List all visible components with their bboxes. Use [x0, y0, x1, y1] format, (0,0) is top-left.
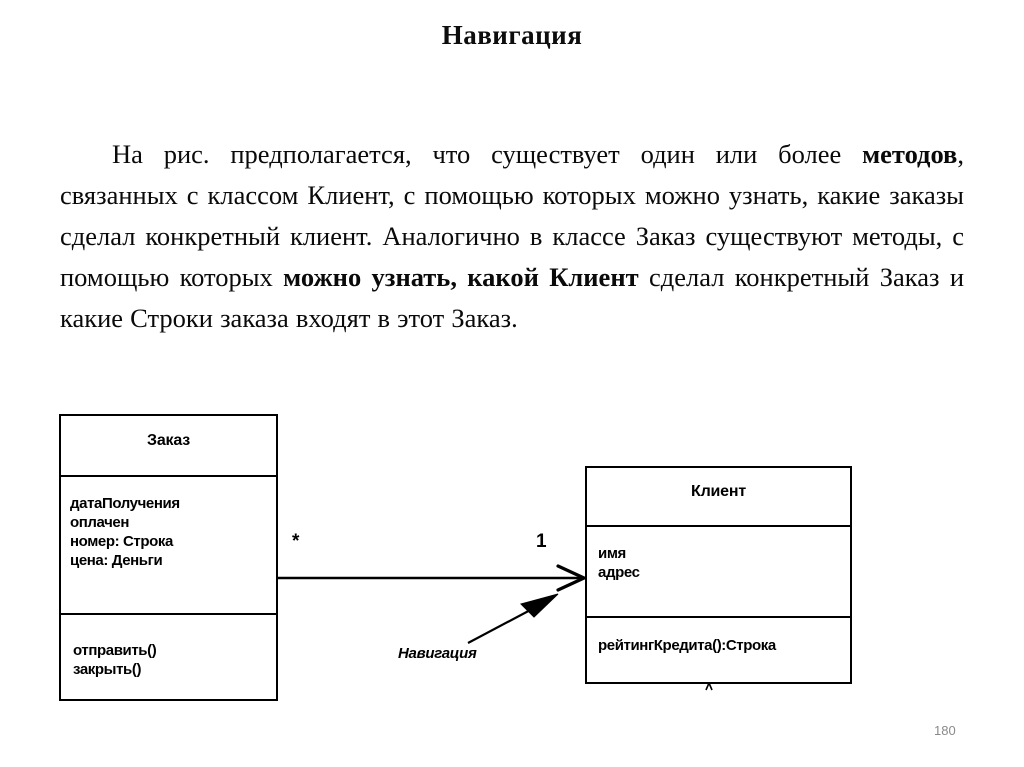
uml-class-customer-attributes-compartment	[587, 525, 850, 616]
uml-class-order-operation-list	[61, 615, 276, 679]
stray-mark	[706, 683, 712, 690]
uml-attribute: датаПолучения	[70, 495, 180, 512]
page-title: Навигация	[441, 20, 583, 50]
uml-class-customer-name-compartment	[587, 468, 850, 525]
multiplicity-source: *	[292, 531, 300, 552]
paragraph-segment-3: сделал конкретный Заказ и какие Строки заказа входят в этот Заказ.	[60, 262, 964, 333]
callout-arrowhead-icon	[521, 594, 558, 617]
uml-class-order-name-compartment	[61, 416, 276, 475]
uml-attribute: цена: Деньги	[70, 552, 163, 569]
paragraph-bold-metody: методов	[862, 139, 958, 169]
uml-attribute: номер: Строка	[70, 533, 173, 550]
navigation-callout-label: Навигация	[398, 645, 477, 662]
paragraph-segment-1: На рис. предполагается, что существует один или более	[112, 139, 863, 169]
uml-class-customer[interactable]	[585, 466, 852, 684]
uml-class-order-operations-compartment	[61, 613, 276, 698]
uml-class-customer-operations-compartment	[587, 616, 850, 680]
callout-leader-line	[468, 607, 536, 643]
uml-class-order-attribute-list	[61, 477, 276, 570]
uml-class-customer-name: Клиент	[691, 483, 746, 500]
uml-attribute: оплачен	[70, 514, 130, 531]
uml-class-order-attributes-compartment	[61, 475, 276, 613]
uml-attribute: адрес	[598, 564, 640, 581]
uml-class-customer-operation-list	[587, 618, 850, 655]
uml-attribute: имя	[598, 545, 626, 562]
uml-class-order-name: Заказ	[147, 432, 190, 449]
uml-class-customer-attribute-list	[587, 527, 850, 582]
uml-operation: рейтингКредита():Строка	[598, 637, 776, 654]
page-number: 180	[934, 723, 956, 738]
navigability-arrowhead-icon	[558, 566, 584, 590]
paragraph-bold-mozhno-uznat: можно узнать, какой Клиент	[283, 262, 639, 292]
uml-operation: отправить()	[73, 642, 157, 659]
uml-operation: закрыть()	[73, 661, 142, 678]
multiplicity-target: 1	[536, 531, 547, 552]
paragraph-segment-2: , связанных с классом Клиент, с помощью которых можно узнать, какие заказы сделал конкретный клиент. Аналогично в классе Заказ существуют методы, с помощью которых	[60, 139, 964, 292]
uml-class-order[interactable]	[59, 414, 278, 701]
